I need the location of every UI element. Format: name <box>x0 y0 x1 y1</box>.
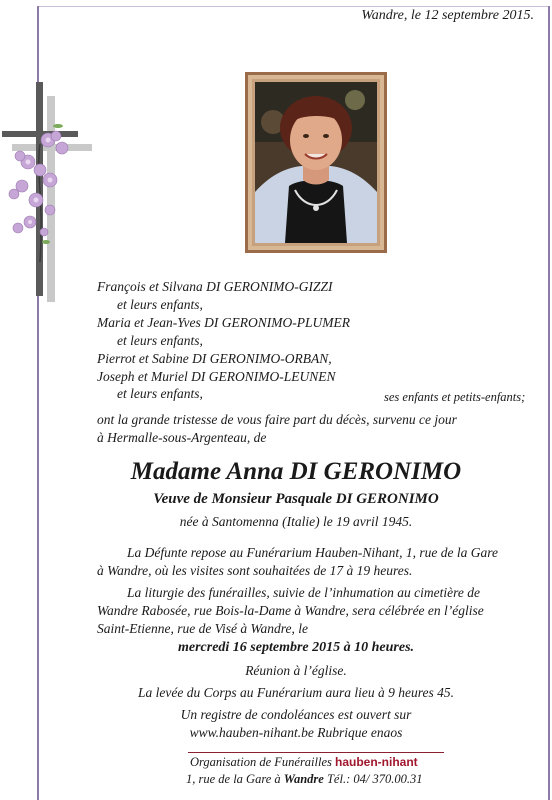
deceased-name: Madame Anna DI GERONIMO <box>130 458 462 485</box>
frame-top-border <box>37 6 550 7</box>
organizer-prefix: Organisation de Funérailles <box>190 755 332 769</box>
family-line-3: Maria et Jean-Yves DI GERONIMO-PLUMER <box>97 315 350 330</box>
family-line-5: Pierrot et Sabine DI GERONIMO-ORBAN, <box>97 351 332 366</box>
intro-line-2: à Hermalle-sous-Argenteau, de <box>97 430 267 445</box>
repose-line-1: La Défunte repose au Funérarium Hauben-Nihant, 1, rue de la Gare <box>127 545 498 560</box>
family-suffix: ses enfants et petits-enfants; <box>384 390 526 404</box>
address-prefix: 1, rue de la Gare à <box>186 772 281 786</box>
family-line-7: et leurs enfants, <box>117 386 203 401</box>
address-town: Wandre <box>283 772 324 786</box>
address-line <box>186 772 422 787</box>
family-line-2: et leurs enfants, <box>117 297 203 312</box>
liturgy-line-1: La liturgie des funérailles, suivie de l’inhumation au cimetière de <box>127 585 480 600</box>
brand-logo-text: hauben-nihant <box>335 755 418 769</box>
registry-link[interactable]: www.hauben-nihant.be Rubrique enaos <box>189 725 403 740</box>
repose-line-2: à Wandre, où les visites sont souhaitées de 17 à 19 heures. <box>97 563 413 578</box>
portrait-image <box>255 82 377 243</box>
family-line-6: Joseph et Muriel DI GERONIMO-LEUNEN <box>97 369 336 384</box>
registry-line-1: Un registre de condoléances est ouvert sur <box>180 707 412 722</box>
footer-rule <box>188 752 444 753</box>
dateline: Wandre, le 12 septembre 2015. <box>361 8 534 23</box>
intro-line-1: ont la grande tristesse de vous faire part du décès, survenu ce jour <box>97 412 457 427</box>
levee-line: La levée du Corps au Funérarium aura lieu à 9 heures 45. <box>138 685 454 700</box>
cross-orchid-icon <box>0 82 100 304</box>
liturgy-line-2: Wandre Rabosée, rue Bois-la-Dame à Wandre, sera célébrée en l’église <box>97 603 484 618</box>
portrait-photo <box>245 72 387 253</box>
widow-line: Veuve de Monsieur Pasquale DI GERONIMO <box>153 491 439 507</box>
ceremony-date: mercredi 16 septembre 2015 à 10 heures. <box>177 640 415 655</box>
organizer-line <box>190 755 418 770</box>
address-phone: Tél.: 04/ 370.00.31 <box>326 772 423 786</box>
family-line-4: et leurs enfants, <box>117 333 203 348</box>
reunion-line: Réunion à l’église. <box>245 663 347 678</box>
liturgy-line-3: Saint-Etienne, rue de Visé à Wandre, le <box>97 621 308 636</box>
frame-right-border <box>548 6 550 800</box>
birth-line: née à Santomenna (Italie) le 19 avril 1945. <box>179 514 413 529</box>
family-line-1: François et Silvana DI GERONIMO-GIZZI <box>97 279 333 294</box>
